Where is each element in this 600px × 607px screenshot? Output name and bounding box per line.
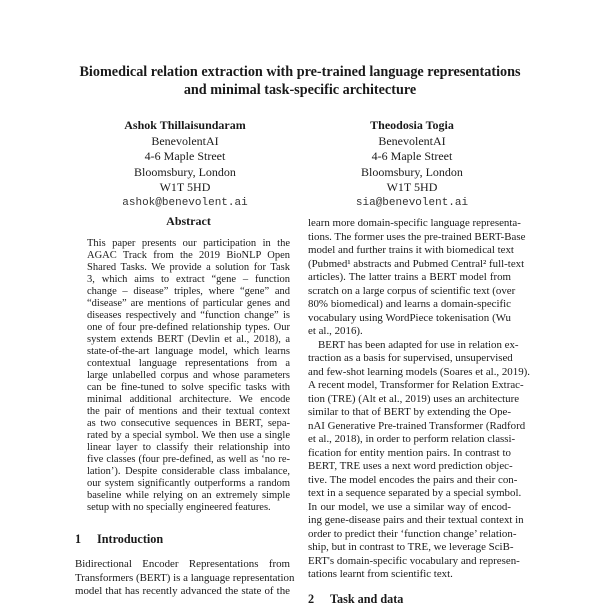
text-line: traction as a basis for supervised, unsupervised [308, 352, 513, 364]
text-line: text in a sequence separated by a special symbol. [308, 487, 522, 499]
abstract-heading: Abstract [166, 214, 211, 228]
section-number: 1 [75, 532, 82, 546]
author-name: Ashok Thillaisundaram [124, 118, 246, 132]
right-column-body [308, 217, 530, 582]
section-heading [75, 532, 163, 547]
author-street: 4-6 Maple Street [144, 149, 226, 163]
text-line: system extends BERT (Devlin et al., 2018), a [87, 334, 290, 345]
author-email: ashok@benevolent.ai [122, 196, 248, 209]
title-line: Biomedical relation extraction with pre-trained language representations [79, 64, 521, 80]
paper-title [0, 63, 600, 99]
text-line: This paper presents our participation in the [87, 238, 290, 249]
text-line: Bidirectional Encoder Representations from [75, 558, 290, 570]
author-city: Bloomsbury, London [361, 164, 463, 179]
text-line: ing gene-disease pairs and their textual context in [308, 514, 524, 526]
text-line: In our model, we use a similar way of encod- [308, 500, 511, 513]
text-line: tion (TRE) (Alt et al., 2019) uses an architecture [308, 392, 520, 405]
text-line: baseline while relying on an extremely simple [87, 490, 290, 501]
text-line: scratch on a large corpus of scientific text (over [308, 284, 516, 297]
text-line: fication for entity mention pairs. In contrast to [308, 446, 511, 459]
author-postcode: W1T 5HD [386, 180, 438, 194]
text-line: 3, which aims to extract “gene – function [87, 274, 290, 285]
text-line: can be fine-tuned to solve specific tasks with [87, 382, 290, 393]
text-line: setup with no specially engineered features. [87, 502, 271, 513]
intro-body [75, 558, 295, 599]
author-postcode: W1T 5HD [159, 180, 211, 194]
text-line: one of four pre-defined relationship types. Our [87, 322, 290, 333]
text-line: articles). The latter trains a BERT model from [308, 271, 511, 283]
text-line: ERT's domain-specific vocabulary and represen- [308, 554, 520, 567]
text-line: rated by a special symbol. We then use a single [87, 430, 290, 441]
text-line: as two consecutive sequences in BERT, sepa- [87, 418, 290, 429]
author-city: Bloomsbury, London [134, 164, 236, 179]
section-title: Introduction [97, 532, 164, 546]
title-line: and minimal task-specific architecture [183, 82, 417, 98]
text-line: state-of-the-art language model, which learns [87, 346, 290, 357]
text-line: contextual language representations from a [87, 358, 290, 369]
text-line: diseases respectively and “function change” is [87, 310, 290, 321]
text-line: vocabulary using WordPiece tokenisation (Wu [308, 311, 511, 324]
text-line: BERT, TRE uses a next word prediction objec- [308, 460, 513, 472]
text-line: change – disease” triples, where “gene” and [87, 286, 290, 297]
section-number: 2 [308, 592, 315, 606]
abstract-body [87, 238, 290, 514]
text-line: Transformers (BERT) is a language representation [75, 571, 295, 584]
author-block [65, 118, 305, 211]
text-line: 80% biomedical) and learns a domain-specific [308, 298, 511, 310]
text-line: (Pubmed¹ abstracts and Pubmed Central² full-text [308, 257, 525, 270]
text-line: et al., 2018), in order to perform relation classi- [308, 433, 516, 445]
text-line: similar to that of BERT by extending the Ope- [308, 406, 511, 418]
text-line: tive. The model encodes the pairs and their con- [308, 473, 518, 486]
text-line: our system significantly outperforms a random [87, 478, 290, 489]
author-name: Theodosia Togia [370, 118, 454, 132]
text-line: et al., 2016). [308, 325, 363, 337]
text-line: order to predict their ‘function change’ relation- [308, 527, 517, 540]
text-line: tations learnt from scientific text. [308, 568, 453, 580]
text-line: linear layer to classify their relationship into [87, 442, 290, 453]
text-line: Shared Tasks. We provide a solution for Task [87, 262, 290, 273]
text-line: BERT has been adapted for use in relation ex- [318, 338, 519, 351]
author-org: BenevolentAI [378, 133, 446, 148]
author-org: BenevolentAI [151, 133, 219, 148]
text-line: lation’). Despite considerable class imbalance, [87, 466, 290, 477]
text-line: five classes (four pre-defined, as well as ‘no re- [87, 454, 290, 465]
text-line: minimal additional architecture. We encode [87, 394, 290, 405]
text-line: nAI Generative Pre-trained Transformer (Radford [308, 419, 526, 432]
section-title: Task and data [330, 592, 404, 606]
author-block [292, 118, 532, 211]
text-line: A recent model, Transformer for Relation Extrac- [308, 379, 524, 391]
author-street: 4-6 Maple Street [371, 149, 453, 163]
text-line: AGAC Track from the 2019 BioNLP Open [87, 250, 290, 261]
text-line: model that has recently advanced the state of the [75, 585, 290, 597]
text-line: large unlabelled corpus and whose parameters [87, 370, 290, 381]
author-email: sia@benevolent.ai [355, 196, 469, 209]
text-line: ship, but in contrast to TRE, we leverage SciB- [308, 541, 514, 553]
text-line: model and further trains it with biomedical text [308, 244, 514, 256]
text-line: tions. The former uses the pre-trained BERT-Base [308, 230, 526, 243]
text-line: learn more domain-specific language representa- [308, 217, 521, 229]
text-line: the pair of mentions and their textual context [87, 406, 290, 417]
text-line: and few-shot learning models (Soares et al., 2019). [308, 365, 530, 378]
text-line: “disease” are mentions of particular genes and [87, 298, 290, 309]
